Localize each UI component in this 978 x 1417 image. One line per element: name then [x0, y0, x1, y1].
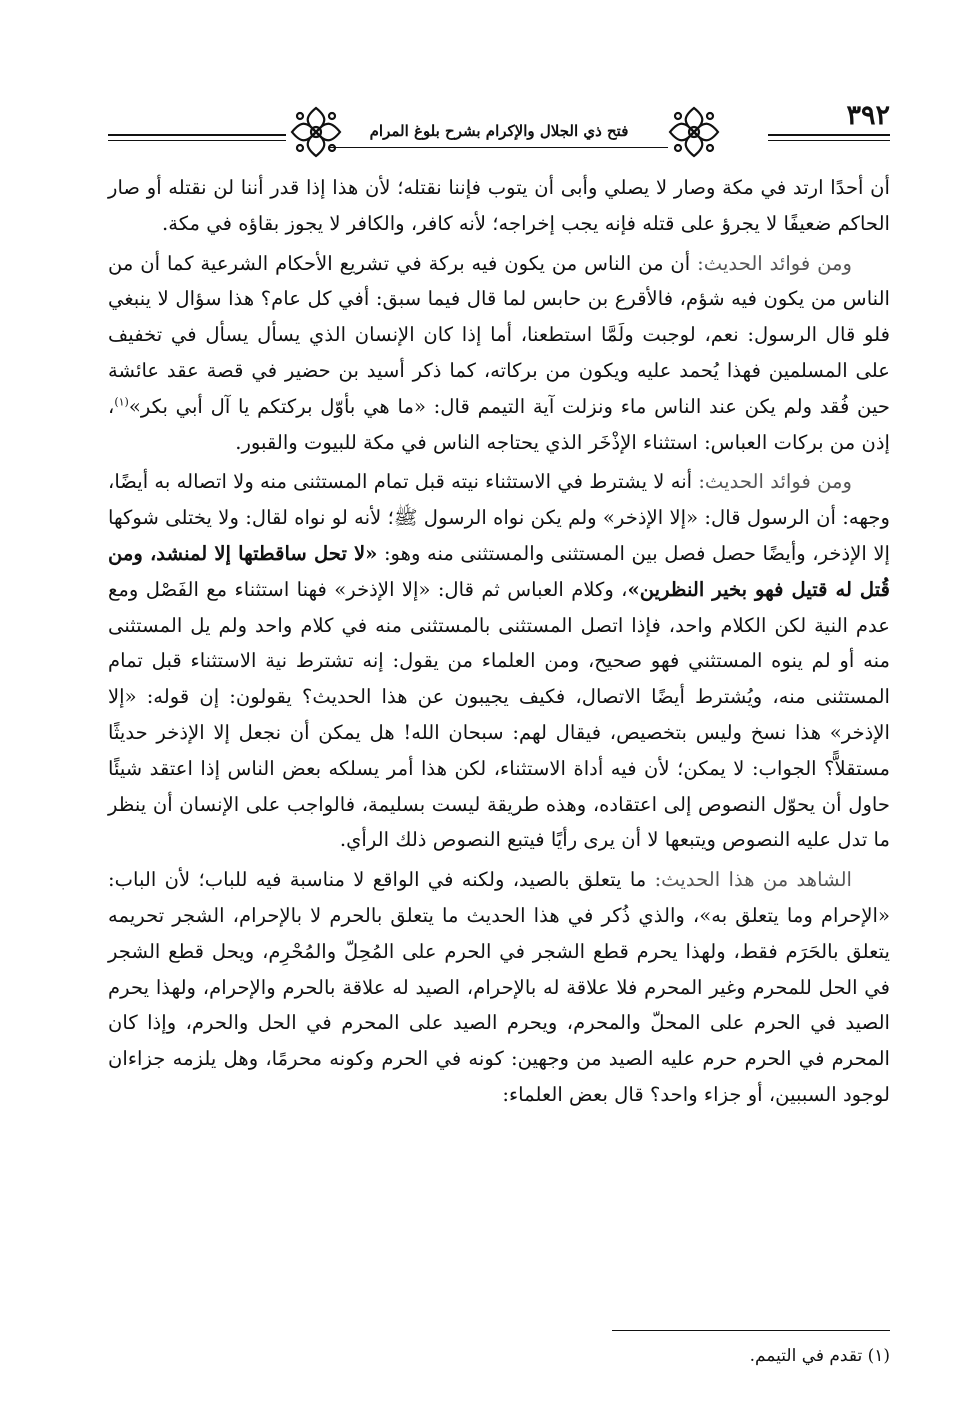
paragraph-lead: ومن فوائد الحديث:: [698, 470, 852, 494]
header-ornament-left-icon: [288, 104, 344, 160]
paragraph-benefit-blessing: [108, 246, 890, 461]
running-header: [108, 96, 890, 160]
paragraph-continuation: [108, 170, 890, 242]
paragraph-text: أن من الناس من يكون فيه بركة في تشريع الأحكام الشرعية كما أن من الناس من يكون فيه شؤم، فالأقرع بن حابس لما قال فيما سبق: أفي كل عام؟ هذا سؤال لا ينبغي فلو قال الرسول: نعم، لوجبت ولَمَّا استطعنا، أما إذا كان الإنسان الذي يسأل يسأل في تخفيف على المسلمين فهذا يُحمد عليه ويكون من بركاته، كما ذكر أسيد بن حضير في قصة عقد عائشة حين فُقد ولم يكن عند الناس ماء ونزلت آية التيمم قال: «ما هي بأوّل بركتكم يا آل أبي بكر»: [108, 251, 890, 418]
paragraph-text: أن أحدًا ارتد في مكة وصار لا يصلي وأبى أن يتوب فإننا نقتله؛ لأن هذا إذا قدر أننا لن نقتله أو صار الحاكم ضعيفًا لا يجرؤ على قتله فإنه يجب إخراجه؛ لأنه كافر، والكافر لا يجوز بقاؤه في مكة.: [108, 176, 890, 235]
paragraph-text: ما يتعلق بالصيد، ولكنه في الواقع لا مناسبة فيه للباب؛ لأن الباب: «الإحرام وما يتعلق به»، والذي ذُكر في هذا الحديث ما يتعلق بالحرم لا بالإحرام، الشجر تحريمه يتعلق بالحَرَم فقط، ولهذا يحرم قطع الشجر في الحرم على المُحِلّ والمُحْرِم، ويحل قطع الشجر في الحل للمحرم وغير المحرم فلا علاقة له بالإحرام، الصيد له علاقة بالحرم والإحرام، ولهذا يحرم الصيد في الحرم على المحلّ والمحرم، ويحرم الصيد على المحرم في الحل والحرم، وإذا كان المحرم في الحرم حرم عليه الصيد من وجهين: كونه في الحرم وكونه محرمًا، وهل يلزمه جزاءان لوجود السببين، أو جزاء واحد؟ قال بعض العلماء:: [108, 868, 890, 1106]
header-rule-right: [768, 134, 890, 141]
footnote-separator: [612, 1330, 890, 1331]
footnote-reference[interactable]: (١): [114, 395, 129, 409]
paragraph-evidence: [108, 862, 890, 1113]
paragraph-lead: الشاهد من هذا الحديث:: [654, 868, 853, 892]
paragraph-lead: ومن فوائد الحديث:: [697, 251, 852, 275]
footnote-1: (١) تقدم في التيمم.: [749, 1346, 890, 1366]
paragraph-text: ، إذن من بركات العباس: استثناء الإذْخَر الذي يحتاجه الناس في مكة للبيوت والقبور.: [108, 394, 890, 454]
header-ornament-right-icon: [666, 104, 722, 160]
page-number: ٣٩٢: [846, 100, 890, 131]
header-rule-left: [108, 134, 286, 141]
paragraph-text: ، وكلام العباس ثم قال: «إلا الإذخر» فهنا استثناء مع الفَصْل ومع عدم النية لكن الكلام واحد، فإذا اتصل المستثنى بالمستثنى منه في كلام واحد ولم يل المستثنى منه أو لم ينوه المستثني فهو صحيح، ومن العلماء من يقول: إنه تشترط نية الاستثناء قبل تمام المستثنى منه، ويُشترط أيضًا الاتصال، فكيف يجيبون عن هذا الحديث؟ يقولون: إن قوله: «إلا الإذخر» هذا نسخ وليس بتخصيص، فيقال لهم: سبحان الله! هل يمكن أن نجعل إلا الإذخر حديثًا مستقلاًّ؟ الجواب: لا يمكن؛ لأن فيه أداة الاستثناء، لكن هذا أمر يسلكه بعض الناس إذا اعتقد شيئًا حاول أن يحوّل النصوص إلى اعتقاده، وهذه طريقة ليست بسليمة، فالواجب على الإنسان أن ينظر ما تدل عليه النصوص ويتبعها لا أن يرى رأيًا فيتبع النصوص ذلك الرأي.: [108, 577, 890, 852]
hadith-quote: «لا تحل ساقطتها إلا لمنشد، ومن قُتل له قتيل فهو بخير النظرين»: [108, 541, 891, 601]
paragraph-text: أنه لا يشترط في الاستثناء نيته قبل تمام المستثنى منه ولا اتصاله به أيضًا، وجهه: أن الرسول قال: «إلا الإذخر» ولم يكن نواه الرسول ﷺ؛ لأنه لو نواه لقال: ولا يختلى شوكها إلا الإذخر، وأيضًا حصل فصل بين المستثنى والمستثنى منه وهو:: [108, 470, 890, 565]
body-text: [108, 170, 890, 1113]
book-title: فتح ذي الجلال والإكرام بشرح بلوغ المرام: [369, 122, 629, 140]
paragraph-benefit-exception: [108, 464, 890, 858]
title-underline: [330, 147, 668, 148]
